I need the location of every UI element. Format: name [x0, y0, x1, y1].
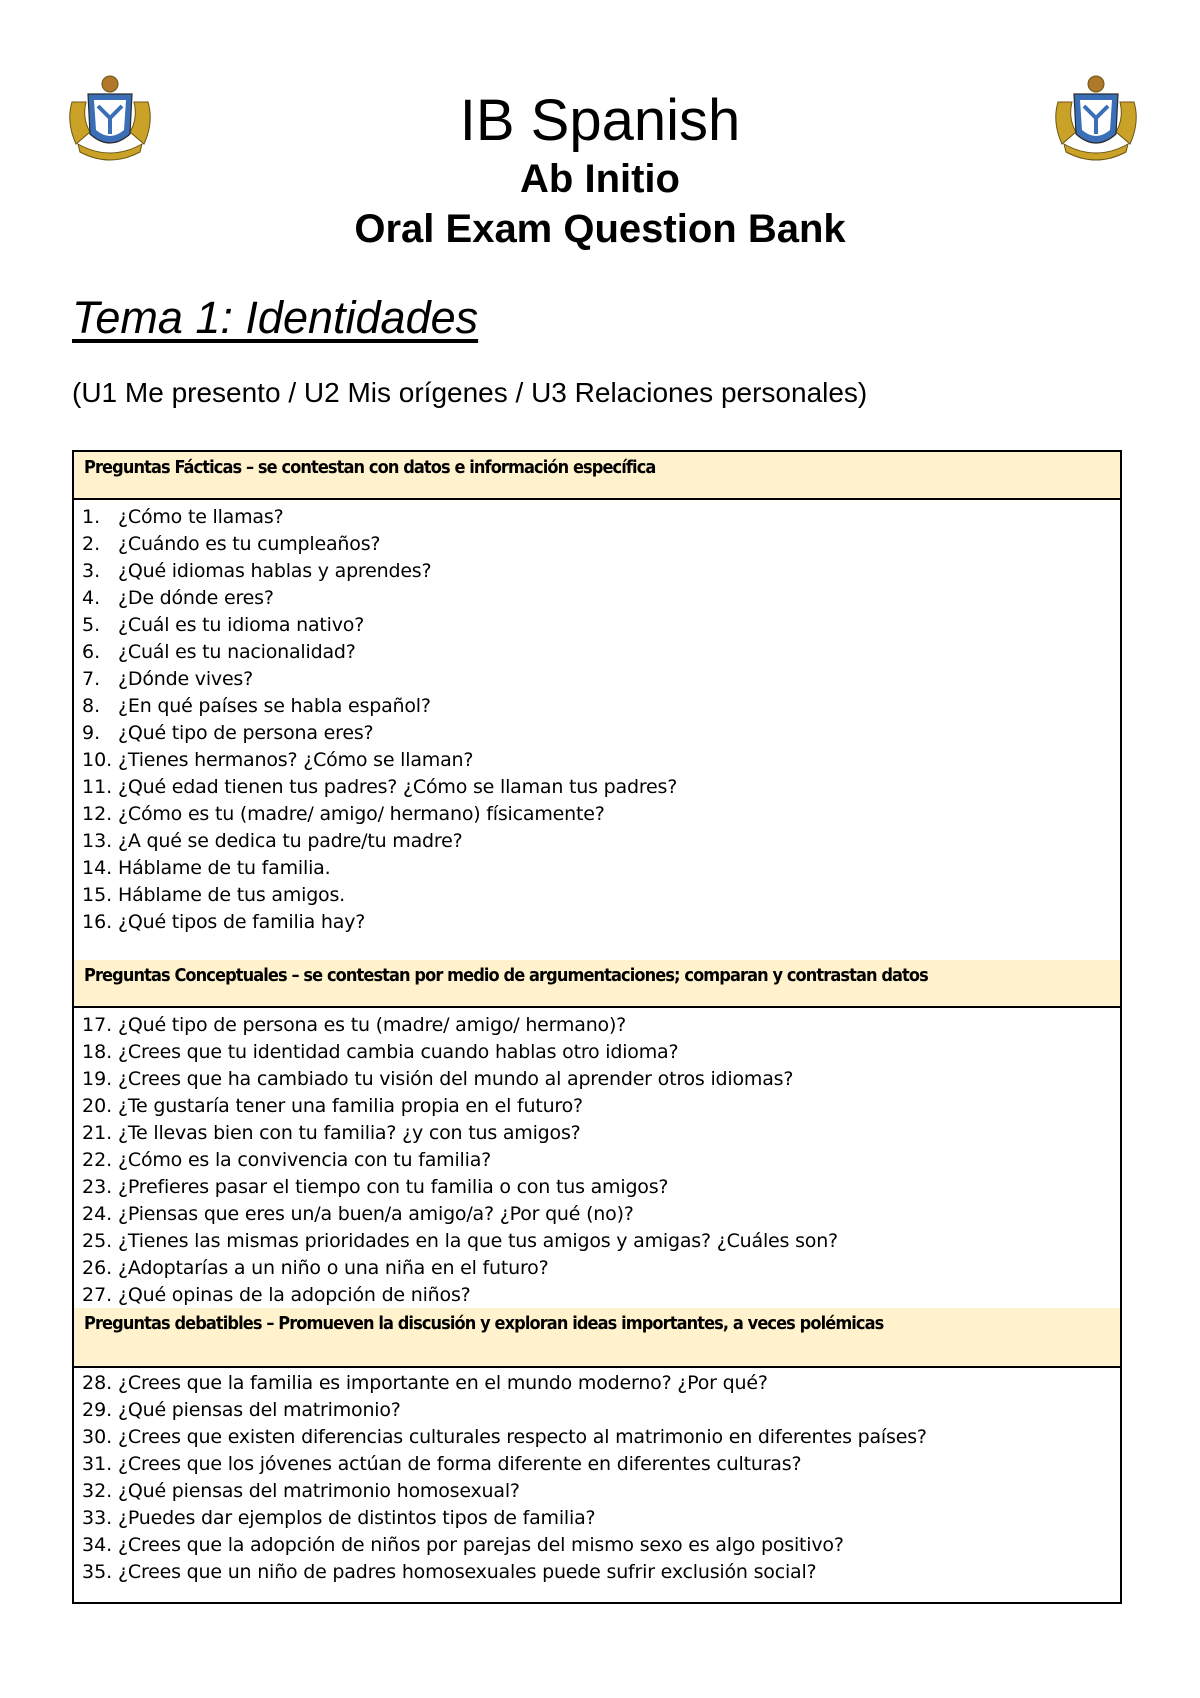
question-item: 5. ¿Cuál es tu idioma nativo? [82, 614, 365, 636]
question-item: 17. ¿Qué tipo de persona es tu (madre/ amigo/ hermano)? [82, 1014, 627, 1036]
question-item: 23. ¿Prefieres pasar el tiempo con tu familia o con tus amigos? [82, 1176, 669, 1198]
question-bank-table [72, 450, 1122, 1604]
theme-units: (U1 Me presento / U2 Mis orígenes / U3 Relaciones personales) [72, 377, 868, 408]
question-item: 21. ¿Te llevas bien con tu familia? ¿y con tus amigos? [82, 1122, 581, 1144]
section-header-debatibles: Preguntas debatibles – Promueven la discusión y exploran ideas importantes, a veces polémicas [74, 1308, 1120, 1368]
question-item: 16. ¿Qué tipos de familia hay? [82, 911, 366, 933]
question-item: 32. ¿Qué piensas del matrimonio homosexual? [82, 1480, 520, 1502]
question-item: 9. ¿Qué tipo de persona eres? [82, 722, 374, 744]
question-item: 28. ¿Crees que la familia es importante en el mundo moderno? ¿Por qué? [82, 1372, 768, 1394]
page-subtitle: Ab Initio [520, 157, 680, 201]
question-item: 1. ¿Cómo te llamas? [82, 506, 284, 528]
question-item: 22. ¿Cómo es la convivencia con tu familia? [82, 1149, 492, 1171]
question-item: 4. ¿De dónde eres? [82, 587, 274, 609]
question-item: 26. ¿Adoptarías a un niño o una niña en el futuro? [82, 1257, 549, 1279]
question-list-conceptuales [74, 1012, 1120, 1309]
question-item: 2. ¿Cuándo es tu cumpleaños? [82, 533, 381, 555]
question-item: 18. ¿Crees que tu identidad cambia cuando hablas otro idioma? [82, 1041, 679, 1063]
section-header-conceptuales: Preguntas Conceptuales – se contestan por medio de argumentaciones; comparan y contrastan datos [74, 960, 1120, 1008]
question-item: 29. ¿Qué piensas del matrimonio? [82, 1399, 401, 1421]
theme-title: Tema 1: Identidades [72, 292, 479, 343]
question-item: 19. ¿Crees que ha cambiado tu visión del mundo al aprender otros idiomas? [82, 1068, 794, 1090]
question-item: 20. ¿Te gustaría tener una familia propia en el futuro? [82, 1095, 583, 1117]
question-item: 3. ¿Qué idiomas hablas y aprendes? [82, 560, 432, 582]
question-item: 25. ¿Tienes las mismas prioridades en la que tus amigos y amigas? ¿Cuáles son? [82, 1230, 838, 1252]
question-item: 10. ¿Tienes hermanos? ¿Cómo se llaman? [82, 749, 474, 771]
page-subtitle-bank: Oral Exam Question Bank [354, 207, 846, 251]
question-item: 13. ¿A qué se dedica tu padre/tu madre? [82, 830, 463, 852]
question-item: 31. ¿Crees que los jóvenes actúan de forma diferente en diferentes culturas? [82, 1453, 802, 1475]
question-item: 15. Háblame de tus amigos. [82, 884, 346, 906]
page-title: IB Spanish [459, 88, 741, 153]
question-item: 30. ¿Crees que existen diferencias culturales respecto al matrimonio en diferentes países? [82, 1426, 927, 1448]
question-item: 24. ¿Piensas que eres un/a buen/a amigo/a? ¿Por qué (no)? [82, 1203, 634, 1225]
section-header-facticas: Preguntas Fácticas – se contestan con datos e información específica [74, 452, 1120, 500]
question-item: 12. ¿Cómo es tu (madre/ amigo/ hermano) físicamente? [82, 803, 605, 825]
question-item: 33. ¿Puedes dar ejemplos de distintos tipos de familia? [82, 1507, 596, 1529]
question-list-facticas [74, 504, 1120, 936]
question-item: 6. ¿Cuál es tu nacionalidad? [82, 641, 356, 663]
question-item: 14. Háblame de tu familia. [82, 857, 331, 879]
question-item: 35. ¿Crees que un niño de padres homosexuales puede sufrir exclusión social? [82, 1561, 817, 1583]
page-header [0, 88, 1200, 254]
question-item: 27. ¿Qué opinas de la adopción de niños? [82, 1284, 471, 1306]
question-item: 8. ¿En qué países se habla español? [82, 695, 431, 717]
question-item: 11. ¿Qué edad tienen tus padres? ¿Cómo se llaman tus padres? [82, 776, 678, 798]
question-item: 7. ¿Dónde vives? [82, 668, 254, 690]
question-item: 34. ¿Crees que la adopción de niños por parejas del mismo sexo es algo positivo? [82, 1534, 844, 1556]
question-list-debatibles [74, 1370, 1120, 1586]
